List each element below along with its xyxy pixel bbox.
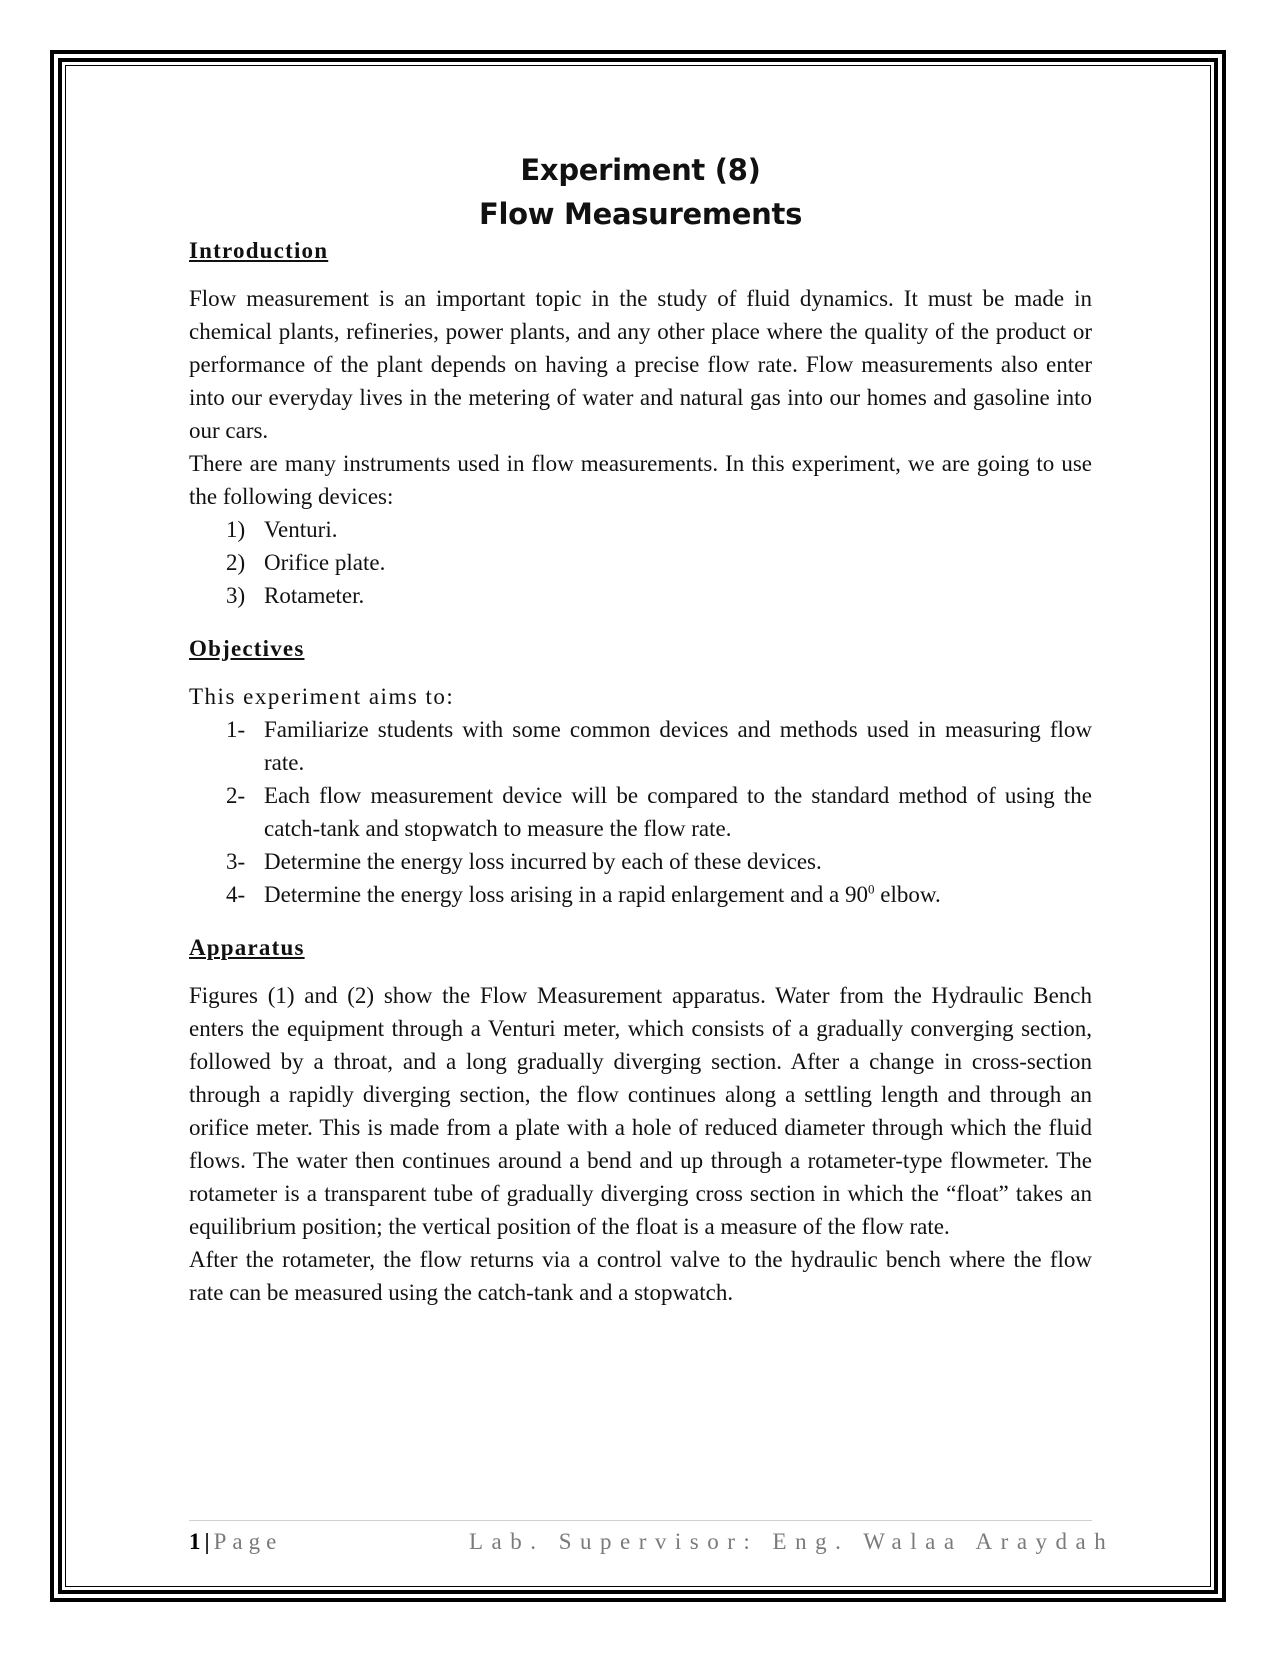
experiment-subtitle: Flow Measurements (478, 197, 803, 231)
objectives-list (189, 713, 1092, 911)
objectives-heading: Objectives (189, 636, 305, 661)
page-number: 1 (189, 1529, 201, 1554)
document-body (189, 148, 1092, 1309)
introduction-heading: Introduction (189, 238, 329, 263)
apparatus-paragraph-2: After the rotameter, the flow returns via a control valve to the hydraulic bench where the flow rate can be measured using the catch-tank and a stopwatch. (189, 1247, 1092, 1305)
introduction-section (189, 236, 1092, 612)
experiment-title: Experiment (8) (520, 153, 761, 187)
list-item: 2) Orifice plate. (226, 550, 386, 575)
devices-list (189, 513, 1092, 612)
apparatus-paragraph-1: Figures (1) and (2) show the Flow Measurement apparatus. Water from the Hydraulic Bench enters the equipment through a Venturi meter, which consists of a gradually converging section, followed by a throat, and a long gradually diverging section. After a change in cross-section through a rapidly diverging section, the flow continues along a settling length and through an orifice meter. This is made from a plate with a hole of reduced diameter through which the fluid flows. The water then continues around a bend and up through a rotameter-type flowmeter. The rotameter is a transparent tube of gradually diverging cross section in which the “float” takes an equilibrium position; the vertical position of the float is a measure of the flow rate. (189, 983, 1092, 1239)
apparatus-section (189, 933, 1092, 1309)
list-item: 4- Determine the energy loss arising in a rapid enlargement and a $90^0$ elbow. (226, 881, 941, 907)
introduction-paragraph-2: There are many instruments used in flow measurements. In this experiment, we are going to use the following devices: (189, 451, 1092, 509)
objectives-section (189, 634, 1092, 911)
list-item: 2- Each flow measurement device will be compared to the standard method of using the catch-tank and stopwatch to measure the flow rate. (226, 783, 1092, 841)
list-item: 3- Determine the energy loss incurred by each of these devices. (226, 849, 822, 874)
objectives-lead: This experiment aims to: (189, 684, 455, 709)
list-item: 1- Familiarize students with some common devices and methods used in measuring flow rate. (226, 717, 1092, 775)
list-item: 1) Venturi. (226, 517, 338, 542)
introduction-paragraph-1: Flow measurement is an important topic in the study of fluid dynamics. It must be made in chemical plants, refineries, power plants, and any other place where the quality of the product or performance of the plant depends on having a precise flow rate. Flow measurements also enter into our everyday lives in the metering of water and natural gas into our homes and gasoline into our cars. (189, 286, 1092, 443)
footer-separator: | (204, 1529, 210, 1554)
lab-supervisor: Lab. Supervisor: Eng. Walaa Araydah (469, 1529, 1115, 1554)
page-label: Page (213, 1529, 283, 1554)
apparatus-heading: Apparatus (189, 935, 305, 960)
list-item: 3) Rotameter. (226, 583, 365, 608)
page-footer (189, 1520, 1115, 1563)
